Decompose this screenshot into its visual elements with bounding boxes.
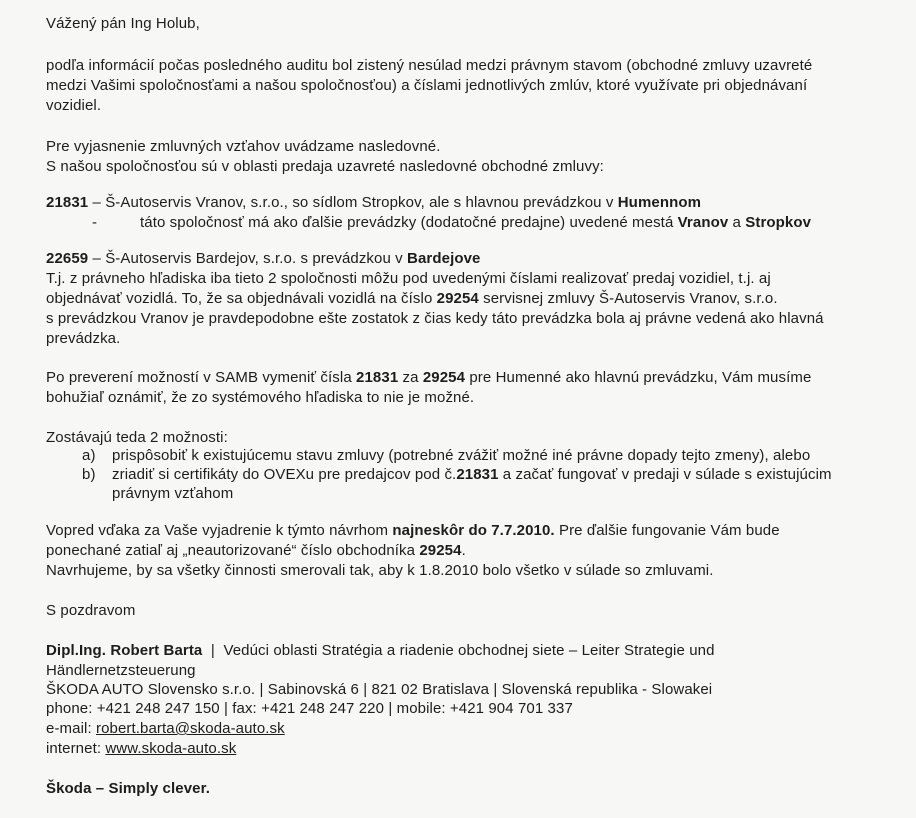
option-b-text-b: a začať fungovať v predaji v súlade s existujúcim: [498, 466, 832, 483]
para5-line1-a: Vopred vďaka za Vaše vyjadrenie k týmto návrhom: [46, 522, 393, 539]
para5-line2-b: .: [461, 542, 466, 559]
options-intro: Zostávajú teda 2 možnosti:: [46, 429, 228, 446]
signature-internet-line: [46, 739, 236, 758]
para4-line1-a: Po preverení možností v SAMB vymeniť čísla: [46, 369, 357, 386]
contract2-text: – Š-Autoservis Bardejov, s.r.o. s prevádzkou v: [88, 250, 408, 267]
slogan: [46, 779, 210, 798]
email-label: e-mail:: [46, 720, 96, 737]
para1-line2: medzi Vašimi spoločnosťami a našou spoločnosťou) a číslami jednotlivých zmlúv, ktoré využívate pri objednávaní: [46, 77, 808, 94]
para5-line1-b: Pre ďalšie fungovanie Vám bude: [554, 522, 780, 539]
signature-line1: [46, 641, 715, 660]
para3-line2-b: servisnej zmluvy Š-Autoservis Vranov, s.r.o.: [478, 290, 778, 307]
contract2-city: Bardejove: [407, 250, 481, 267]
para4-line1-b: za: [398, 369, 423, 386]
contract2-line: [46, 249, 480, 268]
para5-number: 29254: [419, 542, 462, 559]
contract1-sub-line: [140, 213, 811, 232]
para5-line2-a: ponechané zatiaľ aj „neautorizované“ číslo obchodníka: [46, 542, 420, 559]
option-a-label: a): [82, 447, 96, 464]
contract1-sub-city1: Vranov: [677, 214, 729, 231]
para3-line1: T.j. z právneho hľadiska iba tieto 2 spoločnosti môžu pod uvedenými číslami realizovať predaj vozidiel, t.j. aj: [46, 270, 771, 287]
contract1-sub-city2: Stropkov: [745, 214, 812, 231]
contract2-number: 22659: [46, 250, 89, 267]
contract1-sub-and: a: [728, 214, 746, 231]
para4-number2: 29254: [422, 369, 466, 386]
option-b-text: [112, 465, 832, 484]
para5-line2: [46, 541, 466, 560]
para5-line1: [46, 521, 780, 540]
option-b-text-c: právnym vzťahom: [112, 485, 234, 502]
para4-line2: bohužiaľ oznámiť, že zo systémového hľadiska to nie je možné.: [46, 389, 475, 406]
signature-separator: |: [202, 642, 224, 659]
para2-line1: Pre vyjasnenie zmluvných vzťahov uvádzame nasledovné.: [46, 138, 441, 155]
signature-role-line1: Vedúci oblasti Stratégia a riadenie obchodnej siete – Leiter Strategie und: [223, 642, 715, 659]
option-a-text: prispôsobiť k existujúcemu stavu zmluvy (potrebné zvážiť možné iné právne dopady tejto zmeny), alebo: [112, 447, 811, 464]
para1-line1: podľa informácií počas posledného auditu bol zistený nesúlad medzi právnym stavom (obchodné zmluvy uzavreté: [46, 57, 813, 74]
para4-line1: [46, 368, 811, 387]
para3-line2-number: 29254: [436, 290, 479, 307]
para3-line2: [46, 289, 778, 308]
slogan-text: Škoda – Simply clever.: [46, 780, 210, 797]
para3-line3: s prevádzkou Vranov je pravdepodobne ešte zostatok z čias kedy táto prevádzka bola aj právne vedená ako hlavná: [46, 310, 824, 327]
para3-line2-a: objednávať vozidlá. To, že sa objednávali vozidlá na číslo: [46, 290, 437, 307]
para1-line3: vozidiel.: [46, 97, 102, 114]
signature-name: Dipl.Ing. Robert Barta: [46, 642, 203, 659]
contract1-dash: -: [92, 214, 98, 231]
website-link[interactable]: www.skoda-auto.sk: [105, 740, 237, 757]
para2-line2: S našou spoločnosťou sú v oblasti predaja uzavreté nasledovné obchodné zmluvy:: [46, 158, 604, 175]
option-b-label: b): [82, 466, 96, 483]
contract1-text: – Š-Autoservis Vranov, s.r.o., so sídlom Stropkov, ale s hlavnou prevádzkou v: [88, 194, 618, 211]
contract1-sub-text: táto spoločnosť má ako ďalšie prevádzky (dodatočné predajne) uvedené mestá: [140, 214, 678, 231]
signature-email-line: [46, 719, 285, 738]
signature-company: ŠKODA AUTO Slovensko s.r.o. | Sabinovská 6 | 821 02 Bratislava | Slovenská republika - Slowakei: [46, 681, 713, 698]
greeting: Vážený pán Ing Holub,: [46, 15, 200, 32]
para4-number1: 21831: [356, 369, 399, 386]
signature-role-line2: Händlernetzsteuerung: [46, 662, 196, 679]
para5-deadline: najneskôr do 7.7.2010.: [392, 522, 555, 539]
contract1-city: Humennom: [617, 194, 702, 211]
email-link[interactable]: robert.barta@skoda-auto.sk: [95, 720, 285, 737]
para5-line3: Navrhujeme, by sa všetky činnosti smerovali tak, aby k 1.8.2010 bolo všetko v súlade so zmluvami.: [46, 562, 714, 579]
contract1-number: 21831: [46, 194, 89, 211]
signature-phone: phone: +421 248 247 150 | fax: +421 248 247 220 | mobile: +421 904 701 337: [46, 700, 573, 717]
option-b-text-a: zriadiť si certifikáty do OVEXu pre predajcov pod č.: [112, 466, 457, 483]
contract1-line: [46, 193, 701, 212]
internet-label: internet:: [46, 740, 106, 757]
closing: S pozdravom: [46, 602, 136, 619]
para3-line4: prevádzka.: [46, 330, 121, 347]
para4-line1-c: pre Humenné ako hlavnú prevádzku, Vám musíme: [465, 369, 812, 386]
option-b-number: 21831: [456, 466, 499, 483]
